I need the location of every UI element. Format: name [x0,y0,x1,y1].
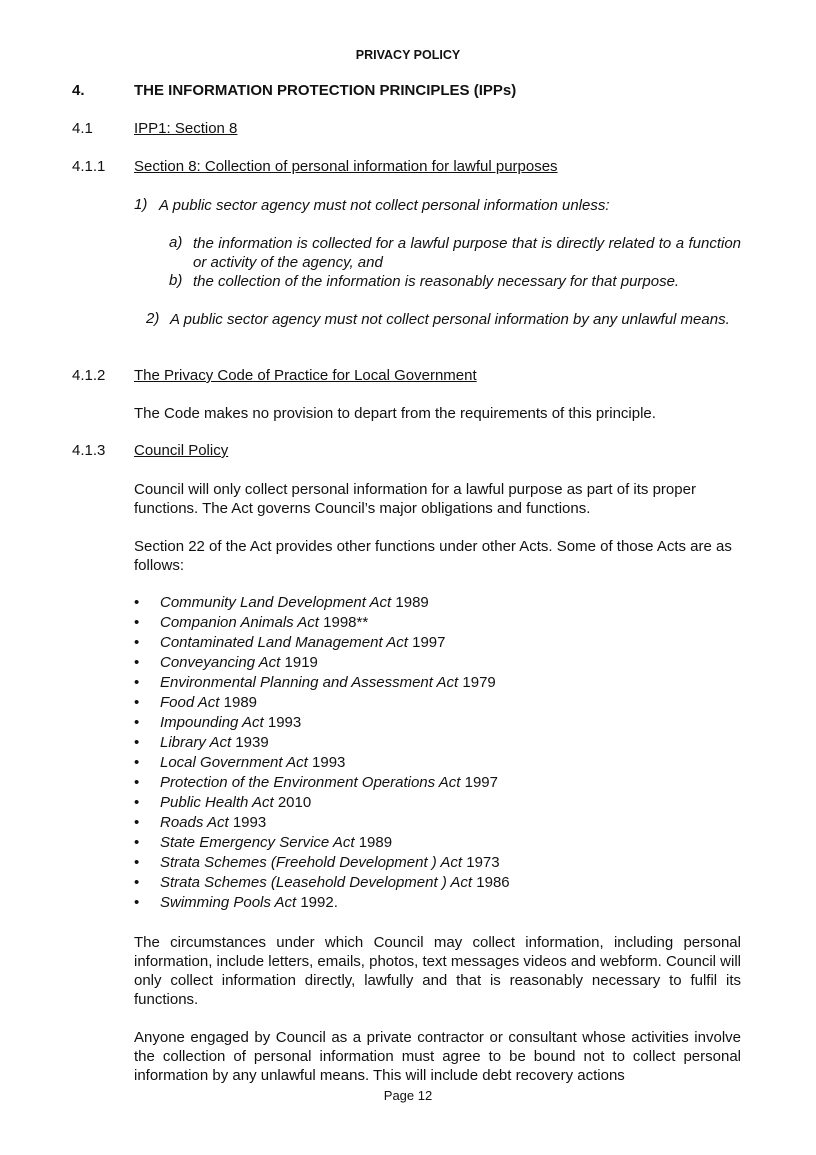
s411-number: 4.1.1 [72,158,106,175]
act-year: 1997 [407,634,446,651]
s413-para-3: The circumstances under which Council may collect information, including personal information, include letters, emails, photos, text messages videos and webform. Council will only collect information directly, lawfully and that is reasonably necessary to fulfil its functions. [134,934,741,1008]
bullet-icon: • [134,594,140,611]
bullet-icon: • [134,894,140,911]
act-name: Conveyancing Act [160,654,281,671]
act-year: 1979 [458,674,496,691]
act-name: Roads Act [160,814,229,831]
act-name: Contaminated Land Management Act [160,634,408,651]
s411-title: Section 8: Collection of personal information for lawful purposes [134,158,558,175]
act-name: Environmental Planning and Assessment Act [160,674,459,691]
s413-para-2: Section 22 of the Act provides other functions under other Acts. Some of those Acts are as follows: [134,538,732,574]
s413-title: Council Policy [134,442,229,459]
bullet-icon: • [134,734,140,751]
item-1-text: A public sector agency must not collect personal information unless: [159,197,610,214]
act-entry [160,774,498,791]
item-2-text: A public sector agency must not collect personal information by any unlawful means. [170,311,730,328]
act-entry [160,854,500,871]
bullet-icon: • [134,634,140,651]
list-item [0,834,816,854]
act-entry [160,614,368,631]
act-entry [160,594,429,611]
bullet-icon: • [134,654,140,671]
bullet-icon: • [134,834,140,851]
act-entry [160,654,318,671]
bullet-icon: • [134,674,140,691]
list-item [0,774,816,794]
act-year: 1992. [296,894,338,911]
page-number: Page 12 [383,1088,433,1103]
list-item [0,614,816,634]
s412-text: The Code makes no provision to depart from the requirements of this principle. [134,405,656,422]
page-header: PRIVACY POLICY [355,48,461,62]
subsection-number: 4.1 [72,120,93,137]
bullet-icon: • [134,794,140,811]
s413-para-1: Council will only collect personal information for a lawful purpose as part of its proper functions. The Act governs Council’s major obligations and functions. [134,481,696,517]
section-title: THE INFORMATION PROTECTION PRINCIPLES (IPPs) [134,82,517,99]
act-year: 1989 [391,594,429,611]
list-item [0,854,816,874]
act-year: 1973 [462,854,500,871]
list-item [0,674,816,694]
item-1-label: 1) [134,196,148,213]
list-item [0,874,816,894]
act-name: State Emergency Service Act [160,834,355,851]
bullet-icon: • [134,874,140,891]
act-year: 1989 [354,834,393,851]
list-item [0,894,816,914]
bullet-icon: • [134,854,140,871]
act-entry [160,734,269,751]
s412-number: 4.1.2 [72,367,106,384]
item-a-label: a) [169,234,183,251]
act-year: 1939 [231,734,269,751]
bullet-icon: • [134,754,140,771]
act-entry [160,714,301,731]
list-item [0,814,816,834]
act-entry [160,834,392,851]
list-item [0,594,816,614]
item-2-label: 2) [146,310,160,327]
s412-title: The Privacy Code of Practice for Local Government [134,367,477,384]
act-entry [160,634,445,651]
act-entry [160,694,257,711]
act-name: Strata Schemes (Freehold Development ) Act [160,854,463,871]
act-year: 1989 [219,694,258,711]
item-a-text: the information is collected for a lawful purpose that is directly related to a function or activity of the agency, and [193,235,741,271]
act-name: Swimming Pools Act [160,894,297,911]
item-b-text: the collection of the information is reasonably necessary for that purpose. [193,273,680,290]
list-item [0,714,816,734]
section-number: 4. [72,82,85,99]
acts-list [0,594,816,914]
act-entry [160,674,496,691]
s413-number: 4.1.3 [72,442,106,459]
list-item [0,654,816,674]
list-item [0,734,816,754]
bullet-icon: • [134,774,140,791]
list-item [0,634,816,654]
act-name: Library Act [160,734,232,751]
act-name: Protection of the Environment Operations Act [160,774,461,791]
act-year: 1986 [472,874,510,891]
act-name: Food Act [160,694,220,711]
act-entry [160,754,345,771]
act-year: 1993 [307,754,346,771]
act-year: 1993 [263,714,302,731]
act-year: 1997 [460,774,498,791]
act-entry [160,814,266,831]
act-name: Public Health Act [160,794,274,811]
act-name: Companion Animals Act [160,614,319,631]
item-b-label: b) [169,272,183,289]
subsection-title: IPP1: Section 8 [134,120,238,137]
act-year: 1919 [280,654,318,671]
bullet-icon: • [134,694,140,711]
act-year: 2010 [273,794,312,811]
list-item [0,794,816,814]
bullet-icon: • [134,714,140,731]
act-name: Local Government Act [160,754,308,771]
act-year: 1993 [228,814,267,831]
act-entry [160,794,311,811]
bullet-icon: • [134,614,140,631]
list-item [0,694,816,714]
act-name: Impounding Act [160,714,264,731]
list-item [0,754,816,774]
act-name: Community Land Development Act [160,594,392,611]
act-year: 1998** [318,614,369,631]
act-entry [160,894,338,911]
bullet-icon: • [134,814,140,831]
s413-para-4: Anyone engaged by Council as a private contractor or consultant whose activities involve the collection of personal information must agree to be bound not to collect personal information by any unlawful means. This will include debt recovery actions [134,1029,741,1084]
act-entry [160,874,510,891]
act-name: Strata Schemes (Leasehold Development ) Act [160,874,473,891]
